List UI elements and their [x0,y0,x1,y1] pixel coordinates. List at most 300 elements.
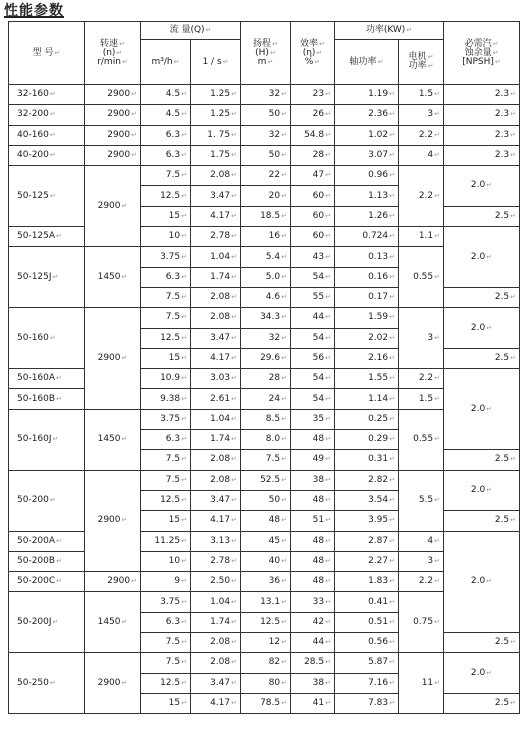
cell-motor-power: 4↵ [399,531,444,551]
cell-speed: 2900↵ [85,105,141,125]
return-mark: ↵ [389,577,395,586]
return-mark: ↵ [325,130,331,139]
cell-flow-ls: 2.78↵ [191,551,241,571]
return-mark: ↵ [231,313,237,322]
cell-flow-m3h: 15↵ [141,206,191,226]
cell-efficiency: 28.5↵ [291,653,335,673]
return-mark: ↵ [389,252,395,261]
cell-efficiency: 54↵ [291,389,335,409]
cell-flow-ls: 4.17↵ [191,693,241,713]
return-mark: ↵ [56,556,62,565]
return-mark: ↵ [389,374,395,383]
cell-flow-m3h: 12.5↵ [141,490,191,510]
cell-speed: 1450↵ [85,592,141,653]
return-mark: ↵ [231,556,237,565]
cell-npsh: 2.5↵ [444,348,520,368]
cell-shaft-power: 3.07↵ [335,145,399,165]
cell-head: 20↵ [241,186,291,206]
return-mark: ↵ [325,536,331,545]
return-mark: ↵ [325,658,331,667]
return-mark: ↵ [486,252,493,261]
table-row [9,572,520,592]
cell-flow-ls: 2.08↵ [191,653,241,673]
return-mark: ↵ [325,475,331,484]
return-mark: ↵ [325,699,331,708]
return-mark: ↵ [325,211,331,220]
return-mark: ↵ [510,516,517,525]
cell-flow-ls: 2.08↵ [191,287,241,307]
cell-speed: 1450↵ [85,247,141,308]
return-mark: ↵ [281,313,287,322]
return-mark: ↵ [231,130,237,139]
cell-efficiency: 49↵ [291,450,335,470]
cell-efficiency: 56↵ [291,348,335,368]
return-mark: ↵ [231,414,237,423]
return-mark: ↵ [492,39,499,48]
return-mark: ↵ [131,151,137,160]
cell-flow-m3h: 15↵ [141,693,191,713]
return-mark: ↵ [510,110,517,119]
return-mark: ↵ [49,130,56,139]
return-mark: ↵ [434,617,441,626]
return-mark: ↵ [231,658,237,667]
cell-flow-ls: 2.61↵ [191,389,241,409]
return-mark: ↵ [281,130,287,139]
cell-efficiency: 26↵ [291,105,335,125]
return-mark: ↵ [325,638,331,647]
return-mark: ↵ [389,211,395,220]
cell-motor-power: 0.55↵ [399,247,444,308]
cell-speed: 2900↵ [85,125,141,145]
cell-flow-m3h: 7.5↵ [141,287,191,307]
cell-motor-power: 2.2↵ [399,369,444,389]
cell-shaft-power: 0.724↵ [335,227,399,247]
cell-model: 50-250↵ [9,653,85,714]
return-mark: ↵ [181,232,187,241]
return-mark: ↵ [231,90,237,99]
return-mark: ↵ [316,48,323,57]
cell-shaft-power: 0.56↵ [335,633,399,653]
cell-npsh: 2.0↵ [444,470,520,511]
return-mark: ↵ [281,617,287,626]
return-mark: ↵ [492,48,499,57]
cell-efficiency: 38↵ [291,470,335,490]
cell-flow-m3h: 7.5↵ [141,166,191,186]
return-mark: ↵ [181,110,187,119]
return-mark: ↵ [389,496,395,505]
return-mark: ↵ [406,26,413,34]
cell-efficiency: 54↵ [291,369,335,389]
return-mark: ↵ [486,577,493,586]
return-mark: ↵ [510,354,517,362]
return-mark: ↵ [52,617,59,626]
cell-model: 50-200C↵ [9,572,85,592]
cell-flow-ls: 3.47↵ [191,490,241,510]
return-mark: ↵ [121,201,128,210]
return-mark: ↵ [434,678,441,687]
return-mark: ↵ [269,48,276,57]
return-mark: ↵ [231,617,237,626]
return-mark: ↵ [510,293,517,302]
cell-model: 50-160J↵ [9,409,85,470]
cell-shaft-power: 0.96↵ [335,166,399,186]
cell-npsh: 2.5↵ [444,633,520,653]
cell-head: 50↵ [241,145,291,165]
return-mark: ↵ [181,191,187,200]
cell-head: 82↵ [241,653,291,673]
cell-head: 32↵ [241,328,291,348]
return-mark: ↵ [389,272,395,281]
cell-head: 45↵ [241,531,291,551]
cell-flow-ls: 2.08↵ [191,450,241,470]
return-mark: ↵ [281,516,287,525]
table-row [9,125,520,145]
cell-model: 50-160↵ [9,308,85,369]
cell-efficiency: 48↵ [291,572,335,592]
return-mark: ↵ [510,699,517,708]
return-mark: ↵ [231,211,237,220]
cell-model: 50-125A↵ [9,227,85,247]
cell-speed: 2900↵ [85,572,141,592]
return-mark: ↵ [325,516,331,525]
return-mark: ↵ [281,293,287,302]
header-flow-m3h: m³/h↵ [141,40,191,85]
return-mark: ↵ [231,151,237,160]
return-mark: ↵ [49,333,56,342]
return-mark: ↵ [281,211,287,220]
return-mark: ↵ [389,151,395,160]
cell-flow-ls: 4.17↵ [191,348,241,368]
return-mark: ↵ [181,313,187,322]
cell-shaft-power: 2.02↵ [335,328,399,348]
return-mark: ↵ [181,211,187,220]
table-row [9,470,520,490]
header-head-label: 扬程↵ [253,38,278,49]
return-mark: ↵ [56,394,62,403]
cell-head: 29.6↵ [241,348,291,368]
cell-motor-power: 1.5↵ [399,389,444,409]
cell-flow-ls: 1.75↵ [191,145,241,165]
return-mark: ↵ [54,48,61,57]
return-mark: ↵ [325,232,331,241]
cell-flow-ls: 3.47↵ [191,673,241,693]
header-head-unit: m↵ [257,56,274,67]
cell-motor-power: 2.2↵ [399,166,444,227]
cell-model: 50-200↵ [9,470,85,531]
cell-head: 24↵ [241,389,291,409]
return-mark: ↵ [121,354,128,362]
return-mark: ↵ [281,597,287,606]
return-mark: ↵ [181,678,187,687]
return-mark: ↵ [389,435,395,444]
header-motor-line1: 电机↵ [408,52,434,62]
return-mark: ↵ [389,110,395,119]
return-mark: ↵ [181,638,187,647]
return-mark: ↵ [389,130,395,139]
cell-flow-m3h: 12.5↵ [141,328,191,348]
cell-flow-ls: 4.17↵ [191,206,241,226]
return-mark: ↵ [281,151,287,160]
cell-head: 50↵ [241,490,291,510]
return-mark: ↵ [510,130,517,139]
return-mark: ↵ [121,435,128,444]
return-mark: ↵ [325,597,331,606]
cell-head: 8.5↵ [241,409,291,429]
cell-shaft-power: 1.13↵ [335,186,399,206]
cell-motor-power: 3↵ [399,308,444,369]
header-head [241,22,291,85]
return-mark: ↵ [389,333,395,342]
return-mark: ↵ [434,232,441,241]
table-row [9,145,520,165]
cell-head: 7.5↵ [241,450,291,470]
cell-head: 13.1↵ [241,592,291,612]
header-flow: 流 量(Q)↵ [141,22,241,40]
performance-table-container [8,21,519,714]
cell-flow-ls: 2.08↵ [191,470,241,490]
cell-efficiency: 38↵ [291,673,335,693]
return-mark: ↵ [325,678,331,687]
cell-motor-power: 2.2↵ [399,572,444,592]
cell-shaft-power: 5.87↵ [335,653,399,673]
cell-flow-m3h: 3.75↵ [141,247,191,267]
return-mark: ↵ [389,536,395,545]
return-mark: ↵ [231,374,237,383]
return-mark: ↵ [319,39,325,48]
return-mark: ↵ [281,171,287,180]
header-efficiency [291,22,335,85]
cell-flow-ls: 1.25↵ [191,85,241,105]
cell-speed: 2900↵ [85,145,141,165]
cell-flow-ls: 2.50↵ [191,572,241,592]
performance-table [8,21,520,714]
cell-model: 40-200↵ [9,145,85,165]
return-mark: ↵ [434,536,441,545]
cell-flow-ls: 3.47↵ [191,186,241,206]
cell-head: 12.5↵ [241,612,291,632]
header-npsh-line1: 必需汽↵ [464,38,499,49]
return-mark: ↵ [434,435,441,444]
return-mark: ↵ [486,485,493,494]
cell-flow-m3h: 12.5↵ [141,673,191,693]
cell-flow-ls: 2.78↵ [191,227,241,247]
return-mark: ↵ [231,191,237,200]
cell-motor-power: 1.5↵ [399,85,444,105]
cell-npsh: 2.0↵ [444,308,520,349]
cell-flow-ls: 3.13↵ [191,531,241,551]
return-mark: ↵ [56,536,62,545]
return-mark: ↵ [281,556,287,565]
table-row [9,409,520,429]
cell-model: 50-125J↵ [9,247,85,308]
cell-shaft-power: 0.51↵ [335,612,399,632]
return-mark: ↵ [231,171,237,180]
return-mark: ↵ [325,556,331,565]
cell-motor-power: 0.75↵ [399,592,444,653]
cell-motor-power: 5.5↵ [399,470,444,531]
cell-flow-m3h: 7.5↵ [141,470,191,490]
return-mark: ↵ [389,617,395,626]
cell-motor-power: 1.1↵ [399,227,444,247]
return-mark: ↵ [281,678,287,687]
return-mark: ↵ [427,53,434,61]
cell-motor-power: 3↵ [399,551,444,571]
return-mark: ↵ [434,151,441,160]
return-mark: ↵ [281,455,287,464]
return-mark: ↵ [231,272,237,281]
return-mark: ↵ [121,516,128,525]
return-mark: ↵ [281,374,287,383]
return-mark: ↵ [325,272,331,281]
return-mark: ↵ [181,475,187,484]
cell-efficiency: 47↵ [291,166,335,186]
header-motor-power [399,40,444,85]
return-mark: ↵ [181,556,187,565]
return-mark: ↵ [377,57,384,66]
return-mark: ↵ [389,313,395,322]
return-mark: ↵ [281,110,287,119]
cell-shaft-power: 1.83↵ [335,572,399,592]
cell-flow-m3h: 9.38↵ [141,389,191,409]
cell-efficiency: 35↵ [291,409,335,429]
return-mark: ↵ [325,455,331,464]
return-mark: ↵ [181,414,187,423]
return-mark: ↵ [267,57,274,66]
return-mark: ↵ [434,272,441,281]
return-mark: ↵ [434,333,441,342]
return-mark: ↵ [434,110,441,119]
cell-motor-power: 3↵ [399,105,444,125]
return-mark: ↵ [131,130,137,139]
return-mark: ↵ [231,232,237,241]
return-mark: ↵ [434,496,441,505]
cell-flow-ls: 2.08↵ [191,633,241,653]
return-mark: ↵ [231,110,237,119]
return-mark: ↵ [434,90,441,99]
return-mark: ↵ [52,435,59,444]
return-mark: ↵ [281,496,287,505]
cell-npsh: 2.3↵ [444,105,520,125]
cell-speed: 2900↵ [85,166,141,247]
cell-efficiency: 48↵ [291,490,335,510]
cell-head: 50↵ [241,105,291,125]
cell-flow-ls: 4.17↵ [191,511,241,531]
cell-shaft-power: 1.59↵ [335,308,399,328]
cell-flow-m3h: 10↵ [141,227,191,247]
return-mark: ↵ [389,638,395,647]
return-mark: ↵ [131,110,137,119]
table-row [9,308,520,328]
cell-shaft-power: 2.82↵ [335,470,399,490]
header-npsh-line2: 蚀余量↵ [464,47,499,58]
table-row [9,653,520,673]
cell-motor-power: 0.55↵ [399,409,444,470]
cell-shaft-power: 2.27↵ [335,551,399,571]
return-mark: ↵ [510,90,517,99]
header-motor-line2: 功率↵ [408,61,434,71]
return-mark: ↵ [121,272,128,281]
return-mark: ↵ [281,272,287,281]
return-mark: ↵ [49,496,56,505]
cell-motor-power: 2.2↵ [399,125,444,145]
cell-shaft-power: 1.26↵ [335,206,399,226]
return-mark: ↵ [56,374,62,383]
return-mark: ↵ [181,536,187,545]
cell-flow-m3h: 6.3↵ [141,430,191,450]
header-head-symbol: (H)↵ [255,47,276,58]
return-mark: ↵ [281,577,287,586]
cell-speed: 2900↵ [85,653,141,714]
cell-efficiency: 33↵ [291,592,335,612]
header-eff-symbol: (η)↵ [302,47,323,58]
return-mark: ↵ [205,26,212,34]
cell-flow-m3h: 12.5↵ [141,186,191,206]
return-mark: ↵ [231,678,237,687]
cell-shaft-power: 0.13↵ [335,247,399,267]
return-mark: ↵ [494,57,501,66]
return-mark: ↵ [325,374,331,383]
return-mark: ↵ [325,171,331,180]
cell-head: 4.6↵ [241,287,291,307]
cell-speed: 1450↵ [85,409,141,470]
return-mark: ↵ [231,475,237,484]
return-mark: ↵ [389,414,395,423]
cell-shaft-power: 2.87↵ [335,531,399,551]
return-mark: ↵ [486,668,493,677]
cell-model: 50-200B↵ [9,551,85,571]
return-mark: ↵ [222,57,229,66]
cell-efficiency: 60↵ [291,186,335,206]
return-mark: ↵ [231,516,237,525]
header-speed-label: 转速↵ [100,38,125,49]
table-row [9,105,520,125]
cell-flow-m3h: 15↵ [141,511,191,531]
return-mark: ↵ [325,252,331,261]
cell-flow-m3h: 6.3↵ [141,145,191,165]
cell-head: 5.4↵ [241,247,291,267]
cell-model: 50-200J↵ [9,592,85,653]
cell-model: 50-125↵ [9,166,85,227]
return-mark: ↵ [181,455,187,464]
cell-flow-ls: 3.47↵ [191,328,241,348]
return-mark: ↵ [181,577,187,586]
header-npsh-line3: [NPSH]↵ [462,56,501,67]
cell-efficiency: 60↵ [291,227,335,247]
cell-head: 16↵ [241,227,291,247]
return-mark: ↵ [389,475,395,484]
cell-motor-power: 4↵ [399,145,444,165]
return-mark: ↵ [281,414,287,423]
return-mark: ↵ [325,333,331,342]
cell-shaft-power: 2.36↵ [335,105,399,125]
return-mark: ↵ [181,374,187,383]
return-mark: ↵ [389,354,395,362]
return-mark: ↵ [121,57,128,66]
return-mark: ↵ [131,577,137,586]
return-mark: ↵ [49,151,56,160]
cell-flow-m3h: 10↵ [141,551,191,571]
return-mark: ↵ [181,617,187,626]
cell-flow-m3h: 4.5↵ [141,105,191,125]
return-mark: ↵ [389,455,395,464]
cell-flow-m3h: 7.5↵ [141,633,191,653]
return-mark: ↵ [231,435,237,444]
return-mark: ↵ [231,394,237,403]
header-npsh [444,22,520,85]
cell-shaft-power: 0.31↵ [335,450,399,470]
cell-model: 32-200↵ [9,105,85,125]
cell-flow-ls: 1.74↵ [191,612,241,632]
